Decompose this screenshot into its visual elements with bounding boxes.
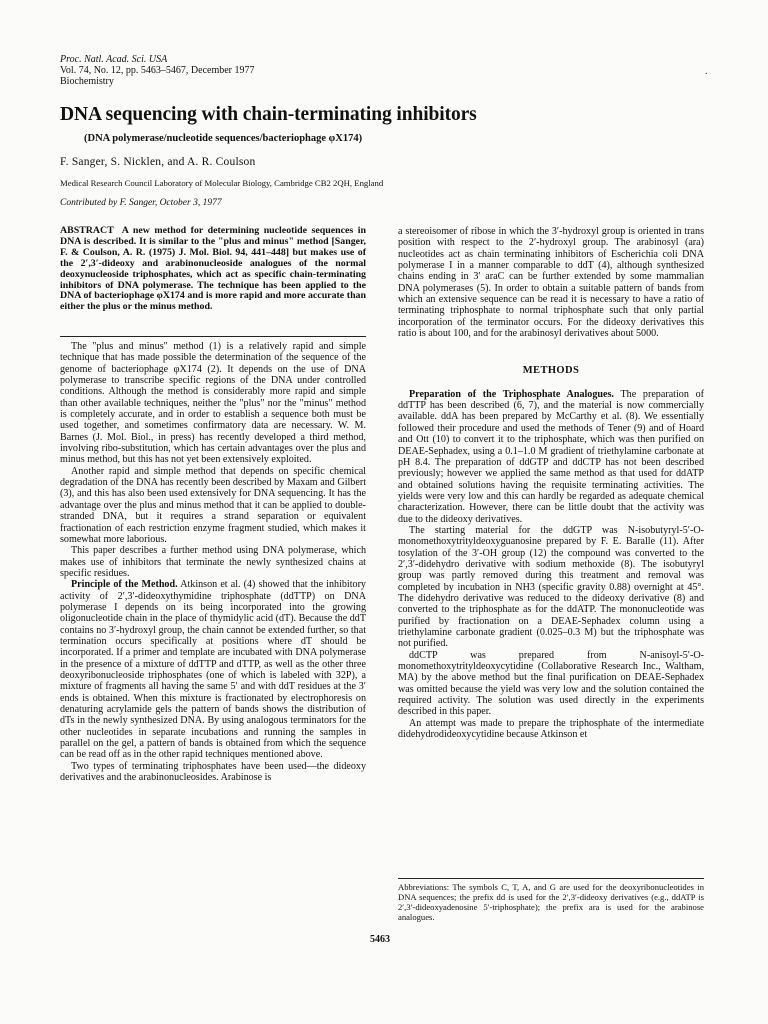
abstract-rule [60,336,366,337]
ddctp-paragraph: ddCTP was prepared from N-anisoyl-5′-O-monomethoxytrityldeoxycytidine (Collaborative Research Inc., Waltham, MA) by the above method but the final purification on DEAE-Sephadex was omitted because the yield was very low and the solution contained the required activity. The solution was used directly in the experiments described in this paper. [398,649,704,718]
keywords: (DNA polymerase/nucleotide sequences/bacteriophage φX174) [84,133,363,144]
authors: F. Sanger, S. Nicklen, and A. R. Coulson [60,156,256,168]
abstract-text: A new method for determining nucleotide sequences in DNA is described. It is similar to the "plus and minus" method [Sanger, F. & Coulson, A. R. (1975) J. Mol. Biol. 94, 441–448] but makes use of the 2′,3′-dideoxy and arabinonucleoside analogues of the normal deoxynucleoside triphosphates, which act as specific chain-terminating inhibitors of DNA polymerase. The technique has been applied to the DNA of bacteriophage φX174 and is more rapid and more accurate than either the plus or the minus method. [60,225,366,313]
contributed-by: Contributed by F. Sanger, October 3, 1977 [60,198,222,208]
journal-section: Biochemistry [60,76,114,87]
ddgtp-paragraph: The starting material for the ddGTP was N-isobutyryl-5′-O-monomethoxytrityldeoxyguanosine prepared by F. E. Baralle (11). After tosylation of the 3′-OH group (12) the compound was converted to the 2′,3′-didehydro derivative with sodium methoxide (8). The isobutyryl group was partly removed during this treatment and removal was completed by incubation in NH3 (specific gravity 0.88) overnight at 45°. The didehydro derivative was reduced to the dideoxy derivative (8) and converted to the triphosphate as for the ddATP. The mononucleotide was purified by fractionation on a DEAE-Sephadex column using a triethylamine carbonate gradient (0.025–0.3 M) but the triphosphate was not purified. [398,524,704,650]
prep-text: The preparation of ddTTP has been described (6, 7), and the material is now commercially available. ddA has been prepared by McCarthy et al. (8). We essentially followed their procedure and used the methods of Tener (9) and of Hoard and Ott (10) to convert it to the triphosphate, which was then purified on DEAE-Sephadex, using a 0.1–1.0 M gradient of triethylamine carbonate at pH 8.4. The preparation of ddGTP and ddCTP has not been described previously; however we applied the same method as that used for ddATP and obtained solutions having the requisite terminating activities. The yields were very low and this can hardly be regarded as adequate chemical characterization. However, there can be little doubt that the activity was due to the dideoxy derivatives. [398,388,705,525]
principle-heading: Principle of the Method. [71,579,178,591]
attempt-paragraph: An attempt was made to prepare the triphosphate of the intermediate didehydrodideoxycytidine because Atkinson et [398,717,704,741]
intro-paragraph-3: This paper describes a further method using DNA polymerase, which makes use of inhibitors that terminate the newly synthesized chains at specific residues. [60,545,366,579]
journal-header [60,54,255,87]
journal-name: Proc. Natl. Acad. Sci. USA [60,54,168,65]
principle-text: Atkinson et al. (4) showed that the inhibitory activity of 2′,3′-dideoxythymidine triphosphate (ddTTP) on DNA polymerase I depends on its being incorporated into the growing oligonucleotide chain in the place of thymidylic acid (dT). Because the ddT contains no 3′-hydroxyl group, the chain cannot be extended further, so that termination occurs specifically at positions where dT should be incorporated. If a primer and template are incubated with DNA polymerase in the presence of a mixture of ddTTP and dTTP, as well as the other three deoxyribonucleoside triphosphates (one of which is labeled with 32P), a mixture of fragments all having the same 5′ and with ddT residues at the 3′ ends is obtained. When this mixture is fractionated by electrophoresis on denaturing acrylamide gels the pattern of bands shows the distribution of dTs in the newly synthesized DNA. By using analogous terminators for the other nucleotides in separate incubations and running the samples in parallel on the gel, a pattern of bands is obtained from which the sequence can be read off as in the other rapid techniques mentioned above. [60,579,366,761]
principle-paragraph [60,579,366,761]
abbreviations-footnote: Abbreviations: The symbols C, T, A, and G are used for the deoxyribonucleotides in DNA sequences; the prefix dd is used for the 2′,3′-dideoxy derivatives (e.g., ddATP is 2′,3′-dideoxyadenosine 5′-triphosphate); the prefix ara is used for the arabinose analogues. [398,882,704,922]
page-number: 5463 [370,934,390,945]
prep-paragraph [398,389,704,525]
paper-title: DNA sequencing with chain-terminating inhibitors [60,104,477,125]
abstract [60,226,366,313]
terminators-paragraph: Two types of terminating triphosphates have been used—the dideoxy derivatives and the arabinonucleosides. Arabinose is [60,760,366,784]
arabinose-paragraph: a stereoisomer of ribose in which the 3′-hydroxyl group is oriented in trans position with respect to the 2′-hydroxyl group. The arabinosyl (ara) nucleotides act as chain terminating inhibitors of Escherichia coli DNA polymerase I in a manner comparable to ddT (4), although synthesized chains ending in 3′ araC can be further extended by some mammalian DNA polymerases (5). In order to obtain a suitable pattern of bands from which an extensive sequence can be read it is necessary to have a ratio of terminating triphosphate to normal triphosphate such that only partial incorporation of the terminator occurs. For the dideoxy derivatives this ratio is about 100, and for the arabinosyl derivatives about 5000. [398,226,704,340]
prep-heading: Preparation of the Triphosphate Analogues. [409,388,614,400]
intro-paragraph-1: The "plus and minus" method (1) is a relatively rapid and simple technique that has made possible the determination of the sequence of the genome of bacteriophage φX174 (2). It depends on the use of DNA polymerase to transcribe specific regions of the DNA under controlled conditions. Although the method is considerably more rapid and simple than other available techniques, neither the "plus" nor the "minus" method is completely accurate, and in order to establish a sequence both must be used together, and sometimes confirmatory data are necessary. W. M. Barnes (J. Mol. Biol., in press) has recently developed a third method, involving ribo-substitution, which has certain advantages over the plus and minus method, but this has not yet been extensively exploited. [60,341,366,466]
footnote-rule [398,878,704,879]
intro-paragraph-2: Another rapid and simple method that depends on specific chemical degradation of the DNA has recently been described by Maxam and Gilbert (3), and this has also been used extensively for DNA sequencing. It has the advantage over the plus and minus method that it can be applied to double-stranded DNA, but it requires a strand separation or equivalent fractionation of each restriction enzyme fragment studied, which makes it somewhat more laborious. [60,465,366,545]
right-column [398,226,704,740]
affiliation: Medical Research Council Laboratory of Molecular Biology, Cambridge CB2 2QH, England [60,178,384,188]
journal-citation: Vol. 74, No. 12, pp. 5463–5467, December 1977 [60,65,255,76]
margin-mark: . [705,66,708,77]
left-column [60,341,366,783]
methods-heading: METHODS [522,365,580,377]
abstract-label: ABSTRACT [60,225,114,236]
